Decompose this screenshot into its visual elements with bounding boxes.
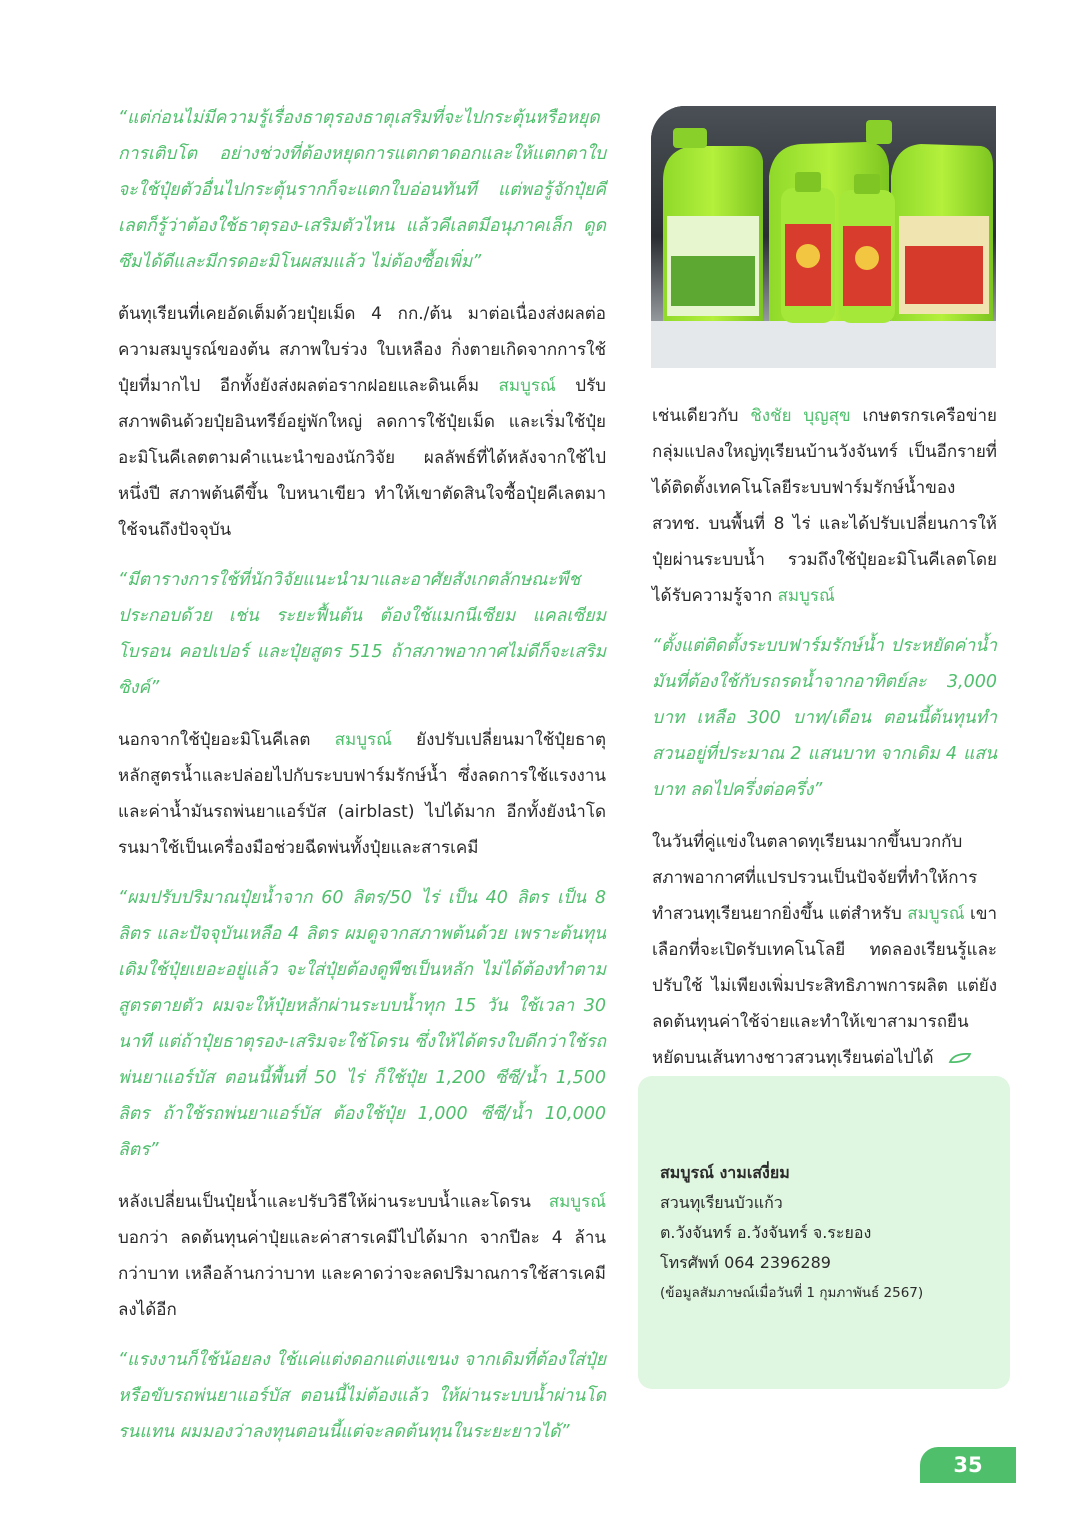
interview-note: (ข้อมูลสัมภาษณ์เมื่อวันที่ 1 กุมภาพันธ์ 2567) — [660, 1285, 924, 1301]
paragraph-3-text-a: หลังเปลี่ยนเป็นปุ๋ยน้ำและปรับวิธีให้ผ่านระบบน้ำและโดรน — [118, 1192, 549, 1212]
paragraph-3-text-b: บอกว่า ลดต้นทุนค่าปุ๋ยและค่าสารเคมีไปได้มาก จากปีละ 4 ล้านกว่าบาท เหลือล้านกว่าบาท และคาดว่าจะลดปริมาณการใช้สารเคมีลงได้อีก — [118, 1228, 606, 1320]
paragraph-2-text-b: ยังปรับเปลี่ยนมาใช้ปุ๋ยธาตุหลักสูตรน้ำและปล่อยไปกับระบบฟาร์มรักษ์น้ำ ซึ่งลดการใช้แรงงานและค่าน้ำมันรถพ่นยาแอร์บัส (airblast) ไปได้มาก อีกทั้งยังนำโดรนมาใช้เป็นเครื่องมือช่วยฉีดพ่นทั้งปุ๋ยและสารเคมี — [118, 730, 606, 858]
paragraph-2-text-a: นอกจากใช้ปุ๋ยอะมิโนคีเลต — [118, 730, 335, 750]
paragraph-1-text-b: ปรับสภาพดินด้วยปุ๋ยอินทรีย์อยู่พักใหญ่ ลดการใช้ปุ๋ยเม็ด และเริ่มใช้ปุ๋ยอะมิโนคีเลตตามคำแนะนำของนักวิจัย ผลลัพธ์ที่ได้หลังจากใช้ไปหนึ่งปี สภาพต้นดีขึ้น ใบหนาเขียว ทำให้เขาตัดสินใจซื้อปุ๋ยคีเลตมาใช้จนถึงปัจจุบัน — [118, 376, 606, 540]
highlight-name: สมบูรณ์ — [548, 1192, 606, 1212]
right-paragraph-1 — [652, 398, 997, 614]
contact-info-box — [638, 1076, 1010, 1389]
paragraph-2 — [118, 722, 606, 866]
right-paragraph-2-text-a: ในวันที่คู่แข่งในตลาดทุเรียนมากขึ้นบวกกับสภาพอากาศที่แปรปรวนเป็นปัจจัยที่ทำให้การทำสวนทุเรียนยากยิ่งขึ้น แต่สำหรับ — [652, 832, 978, 924]
highlight-name: ชิงชัย บุญสุข — [750, 406, 851, 426]
contact-address: ต.วังจันทร์ อ.วังจันทร์ จ.ระยอง — [660, 1223, 872, 1242]
highlight-name: สมบูรณ์ — [777, 586, 835, 606]
quote-1: “แต่ก่อนไม่มีความรู้เรื่องธาตุรองธาตุเสริมที่จะไปกระตุ้นหรือหยุดการเติบโต อย่างช่วงที่ต้องหยุดการแตกตาดอกและให้แตกตาใบจะใช้ปุ๋ยตัวอื่นไปกระตุ้นรากก็จะแตกใบอ่อนทันที แต่พอรู้จักปุ๋ยคีเลตก็รู้ว่าต้องใช้ธาตุรอง-เสริมตัวไหน แล้วคีเลตมีอนุภาคเล็ก ดูดซึมได้ดีและมีกรดอะมิโนผสมแล้ว ไม่ต้องซื้อเพิ่ม” — [118, 108, 606, 272]
contact-name: สมบูรณ์ งามเสงี่ยม — [660, 1163, 790, 1182]
leaf-end-icon — [948, 1052, 972, 1064]
paragraph-3 — [118, 1184, 606, 1328]
right-column — [652, 398, 997, 1090]
page-number: 35 — [920, 1447, 1016, 1483]
quote-4: “แรงงานก็ใช้น้อยลง ใช้แค่แต่งดอกแต่งแขนง จากเดิมที่ต้องใส่ปุ๋ยหรือขับรถพ่นยาแอร์บัส ตอนนี้ไม่ต้องแล้ว ให้ผ่านระบบน้ำผ่านโดรนแทน ผมมองว่าลงทุนตอนนี้แต่จะลดต้นทุนในระยะยาวได้” — [118, 1350, 606, 1442]
quote-3: “ผมปรับปริมาณปุ๋ยน้ำจาก 60 ลิตร/50 ไร่ เป็น 40 ลิตร เป็น 8 ลิตร และปัจจุบันเหลือ 4 ลิตร ผมดูจากสภาพต้นด้วย เพราะต้นทุนเดิมใช้ปุ๋ยเยอะอยู่แล้ว จะใส่ปุ๋ยต้องดูพืชเป็นหลัก ไม่ได้ต้องทำตามสูตรตายตัว ผมจะให้ปุ๋ยหลักผ่านระบบน้ำทุก 15 วัน ใช้เวลา 30 นาที แต่ถ้าปุ๋ยธาตุรอง-เสริมจะใช้โดรน ซึ่งให้ได้ตรงใบดีกว่าใช้รถพ่นยาแอร์บัส ตอนนี้พื้นที่ 50 ไร่ ก็ใช้ปุ๋ย 1,200 ซีซี/น้ำ 1,500 ลิตร ถ้าใช้รถพ่นยาแอร์บัส ต้องใช้ปุ๋ย 1,000 ซีซี/น้ำ 10,000 ลิตร” — [118, 888, 606, 1160]
highlight-name: สมบูรณ์ — [334, 730, 392, 750]
right-paragraph-2 — [652, 824, 997, 1076]
right-quote: “ตั้งแต่ติดตั้งระบบฟาร์มรักษ์น้ำ ประหยัดค่าน้ำมันที่ต้องใช้กับรถรดน้ำจากอาทิตย์ละ 3,000 บาท เหลือ 300 บาท/เดือน ตอนนี้ต้นทุนทำสวนอยู่ที่ประมาณ 2 แสนบาท จากเดิม 4 แสนบาท ลดไปครึ่งต่อครึ่ง” — [652, 636, 997, 800]
paragraph-1-text-a: ต้นทุเรียนที่เคยอัดเต็มด้วยปุ๋ยเม็ด 4 กก./ต้น มาต่อเนื่องส่งผลต่อความสมบูรณ์ของต้น สภาพใบร่วง ใบเหลือง กิ่งตายเกิดจากการใช้ปุ๋ยที่มากไป อีกทั้งยังส่งผลต่อรากฝอยและดินเค็ม — [118, 304, 606, 396]
left-column — [118, 100, 606, 1466]
highlight-name: สมบูรณ์ — [498, 376, 556, 396]
right-paragraph-1-text-b: เกษตรกรเครือข่ายกลุ่มแปลงใหญ่ทุเรียนบ้านวังจันทร์ เป็นอีกรายที่ได้ติดตั้งเทคโนโลยีระบบฟาร์มรักษ์น้ำของ สวทช. บนพื้นที่ 8 ไร่ และได้ปรับเปลี่ยนการให้ปุ๋ยผ่านระบบน้ำ รวมถึงใช้ปุ๋ยอะมิโนคีเลตโดยได้รับความรู้จาก — [652, 406, 997, 606]
paragraph-1 — [118, 296, 606, 548]
right-paragraph-2-text-b: เขาเลือกที่จะเปิดรับเทคโนโลยี ทดลองเรียนรู้และปรับใช้ ไม่เพียงเพิ่มประสิทธิภาพการผลิต แต่ยังลดต้นทุนค่าใช้จ่ายและทำให้เขาสามารถยืนหยัดบนเส้นทางชาวสวนทุเรียนต่อไปได้ — [652, 904, 997, 1068]
contact-info — [660, 1158, 923, 1308]
right-paragraph-1-text-a: เช่นเดียวกับ — [652, 406, 751, 426]
quote-2: “มีตารางการใช้ที่นักวิจัยแนะนำมาและอาศัยสังเกตลักษณะพืชประกอบด้วย เช่น ระยะฟื้นต้น ต้องใช้แมกนีเซียม แคลเซียม โบรอน คอปเปอร์ และปุ๋ยสูตร 515 ถ้าสภาพอากาศไม่ดีก็จะเสริมซิงค์” — [118, 570, 606, 698]
fertilizer-bottles-photo — [651, 106, 996, 368]
contact-farm: สวนทุเรียนบัวแก้ว — [660, 1193, 783, 1212]
contact-phone: โทรศัพท์ 064 2396289 — [660, 1253, 831, 1272]
highlight-name: สมบูรณ์ — [907, 904, 965, 924]
